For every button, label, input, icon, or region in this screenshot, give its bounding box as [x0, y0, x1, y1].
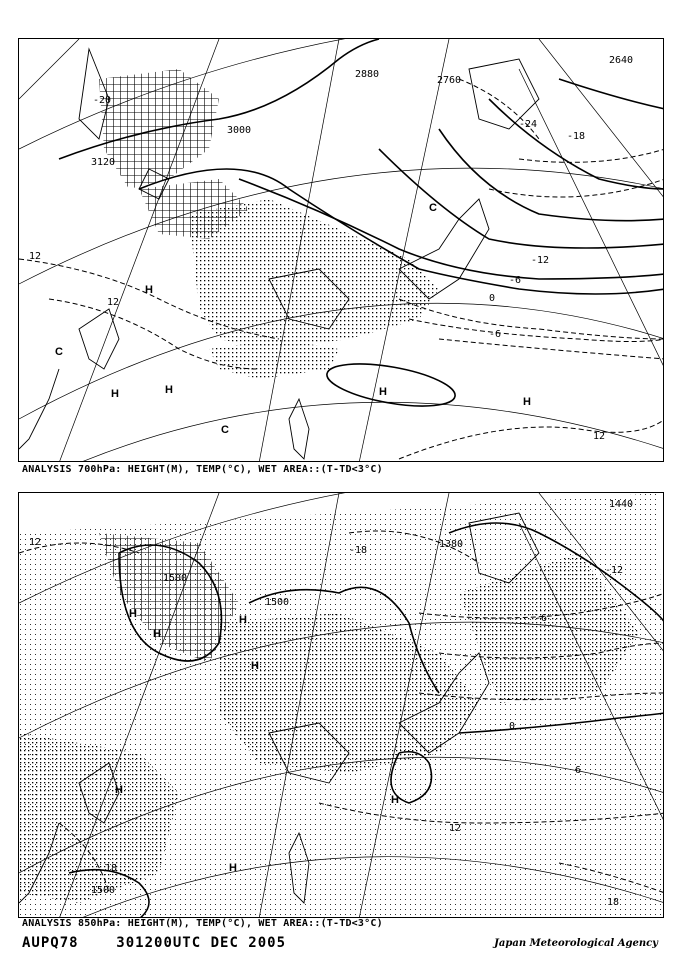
high-center-marker: H — [239, 614, 247, 626]
high-center-marker: H — [145, 284, 153, 296]
high-center-marker: H — [129, 608, 137, 620]
height-label: 1500 — [265, 597, 290, 608]
temperature-label: 12 — [29, 251, 42, 262]
temperature-label: 12 — [593, 431, 606, 442]
moist-area-700 — [99, 69, 439, 379]
temperature-label: -6 — [489, 329, 502, 340]
height-label: 2760 — [437, 75, 462, 86]
cold-center-marker: C — [429, 202, 437, 214]
map-panel-700hpa — [18, 38, 664, 462]
temperature-label: -6 — [509, 275, 522, 286]
panel-caption-700hpa: ANALYSIS 700hPa: HEIGHT(M), TEMP(°C), WET AREA::(T-TD<3°C) — [22, 464, 383, 475]
temperature-label: -18 — [349, 545, 368, 556]
temperature-label: -20 — [93, 95, 112, 106]
height-label: 2640 — [609, 55, 634, 66]
temperature-label: 0 — [509, 721, 516, 732]
high-center-marker: H — [153, 628, 161, 640]
high-center-marker: H — [251, 660, 259, 672]
high-center-marker: H — [165, 384, 173, 396]
high-center-marker: H — [229, 862, 237, 874]
chart-code: AUPQ78 — [22, 935, 79, 951]
temperature-label: -6 — [535, 613, 548, 624]
agency-credit: Japan Meteorological Agency — [494, 938, 658, 949]
height-label: 1440 — [609, 499, 634, 510]
high-center-marker: H — [523, 396, 531, 408]
temperature-label: -18 — [567, 131, 586, 142]
cold-center-marker: C — [221, 424, 229, 436]
panel-caption-850hpa: ANALYSIS 850hPa: HEIGHT(M), TEMP(°C), WET AREA::(T-TD<3°C) — [22, 918, 383, 929]
height-label: 2880 — [355, 69, 380, 80]
height-label: 3120 — [91, 157, 116, 168]
valid-time: 301200UTC DEC 2005 — [116, 935, 287, 951]
map-700hpa-svg — [19, 39, 664, 462]
temperature-label: 18 — [105, 863, 118, 874]
cold-center-marker: C — [55, 346, 63, 358]
height-label: 1500 — [91, 885, 116, 896]
temperature-label: -24 — [519, 119, 538, 130]
temperature-label: -12 — [531, 255, 550, 266]
temperature-label: 18 — [607, 897, 620, 908]
high-center-marker: H — [391, 794, 399, 806]
temperature-label: 0 — [489, 293, 496, 304]
temperature-label: 12 — [449, 823, 462, 834]
high-center-marker: H — [111, 388, 119, 400]
map-panel-850hpa — [18, 492, 664, 918]
high-center-marker: H — [379, 386, 387, 398]
temperature-label: -12 — [605, 565, 624, 576]
height-label: 1380 — [439, 539, 464, 550]
high-center-marker: H — [115, 784, 123, 796]
temperature-label: 12 — [107, 297, 120, 308]
height-label: 1500 — [163, 573, 188, 584]
moist-area-850 — [19, 493, 664, 918]
height-label: 3000 — [227, 125, 252, 136]
chart-identifier — [22, 935, 286, 951]
map-850hpa-svg — [19, 493, 664, 918]
temperature-label: 6 — [575, 765, 582, 776]
temperature-label: 12 — [29, 537, 42, 548]
